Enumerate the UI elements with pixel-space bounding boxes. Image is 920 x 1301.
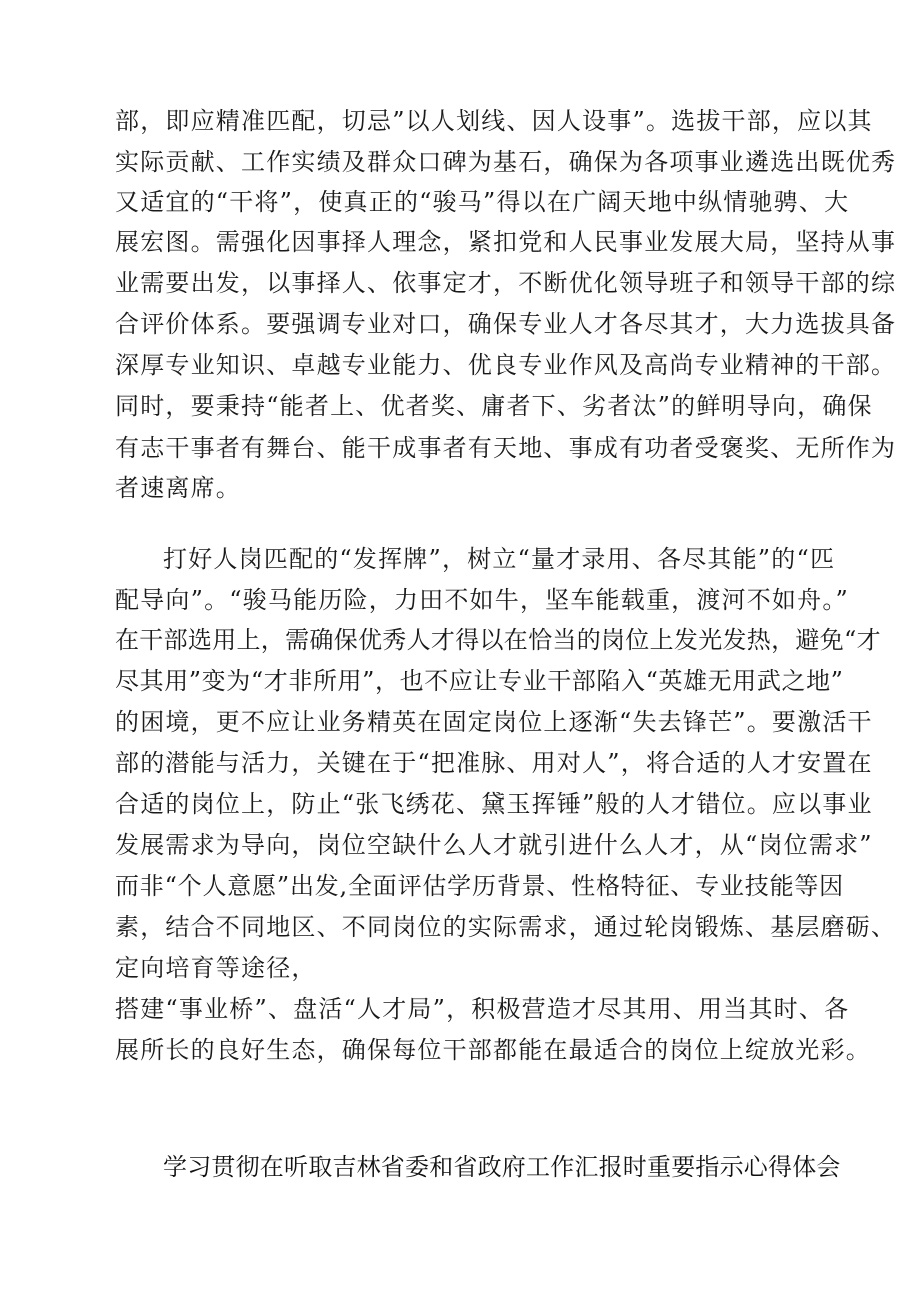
paragraph-line: 素，结合不同地区、不同岗位的实际需求，通过轮岗锻炼、基层磨砺、	[115, 913, 897, 941]
paragraph-line: 合评价体系。要强调专业对口，确保专业人才各尽其才，大力选拔具备	[115, 310, 897, 338]
paragraph-line: 者速离席。	[115, 474, 241, 502]
article-heading: 学习贯彻在听取吉林省委和省政府工作汇报时重要指示心得体会	[163, 1153, 841, 1181]
paragraph-line: 发展需求为导向，岗位空缺什么人才就引进什么人才，从“岗位需求”	[115, 831, 873, 859]
paragraph-line: 同时，要秉持“能者上、优者奖、庸者下、劣者汰”的鲜明导向，确保	[115, 392, 873, 420]
paragraph-line: 而非“个人意愿”出发,全面评估学历背景、性格特征、专业技能等因	[115, 872, 844, 900]
paragraph-line: 展所长的良好生态，确保每位干部都能在最适合的岗位上绽放光彩。	[115, 1036, 871, 1064]
paragraph-line: 部的潜能与活力，关键在于“把准脉、用对人”，将合适的人才安置在	[115, 749, 873, 777]
paragraph-line: 深厚专业知识、卓越专业能力、优良专业作风及高尚专业精神的干部。	[115, 351, 897, 379]
paragraph-line: 的困境，更不应让业务精英在固定岗位上逐渐“失去锋芒”。要激活干	[115, 708, 873, 736]
paragraph-line: 定向培育等途径，	[115, 954, 317, 982]
paragraph-line: 尽其用”变为“才非所用”，也不应让专业干部陷入“英雄无用武之地”	[115, 667, 844, 695]
paragraph-line: 搭建“事业桥”、盘活“人才局”，积极营造才尽其用、用当其时、各	[115, 995, 850, 1023]
paragraph-line: 实际贡献、工作实绩及群众口碑为基石，确保为各项事业遴选出既优秀	[115, 148, 897, 176]
paragraph-line: 展宏图。需强化因事择人理念，紧扣党和人民事业发展大局，坚持从事	[115, 228, 897, 256]
paragraph-line: 部，即应精准匹配，切忌”以人划线、因人设事”。选拔干部，应以其	[115, 107, 873, 135]
paragraph-line: 合适的岗位上，防止“张飞绣花、黛玉挥锤”般的人才错位。应以事业	[115, 790, 873, 818]
paragraph-line: 业需要出发，以事择人、依事定才，不断优化领导班子和领导干部的综	[115, 269, 897, 297]
paragraph-line: 又适宜的“干将”，使真正的“骏马”得以在广阔天地中纵情驰骋、大	[115, 188, 850, 216]
paragraph-line: 有志干事者有舞台、能干成事者有天地、事成有功者受褒奖、无所作为	[115, 434, 897, 462]
paragraph-line: 打好人岗匹配的“发挥牌”，树立“量才录用、各尽其能”的“匹	[163, 545, 836, 573]
paragraph-line: 配导向”。“骏马能历险，力田不如牛，坚车能载重，渡河不如舟。”	[115, 586, 850, 614]
paragraph-line: 在干部选用上，需确保优秀人才得以在恰当的岗位上发光发热，避免“才	[115, 626, 881, 654]
